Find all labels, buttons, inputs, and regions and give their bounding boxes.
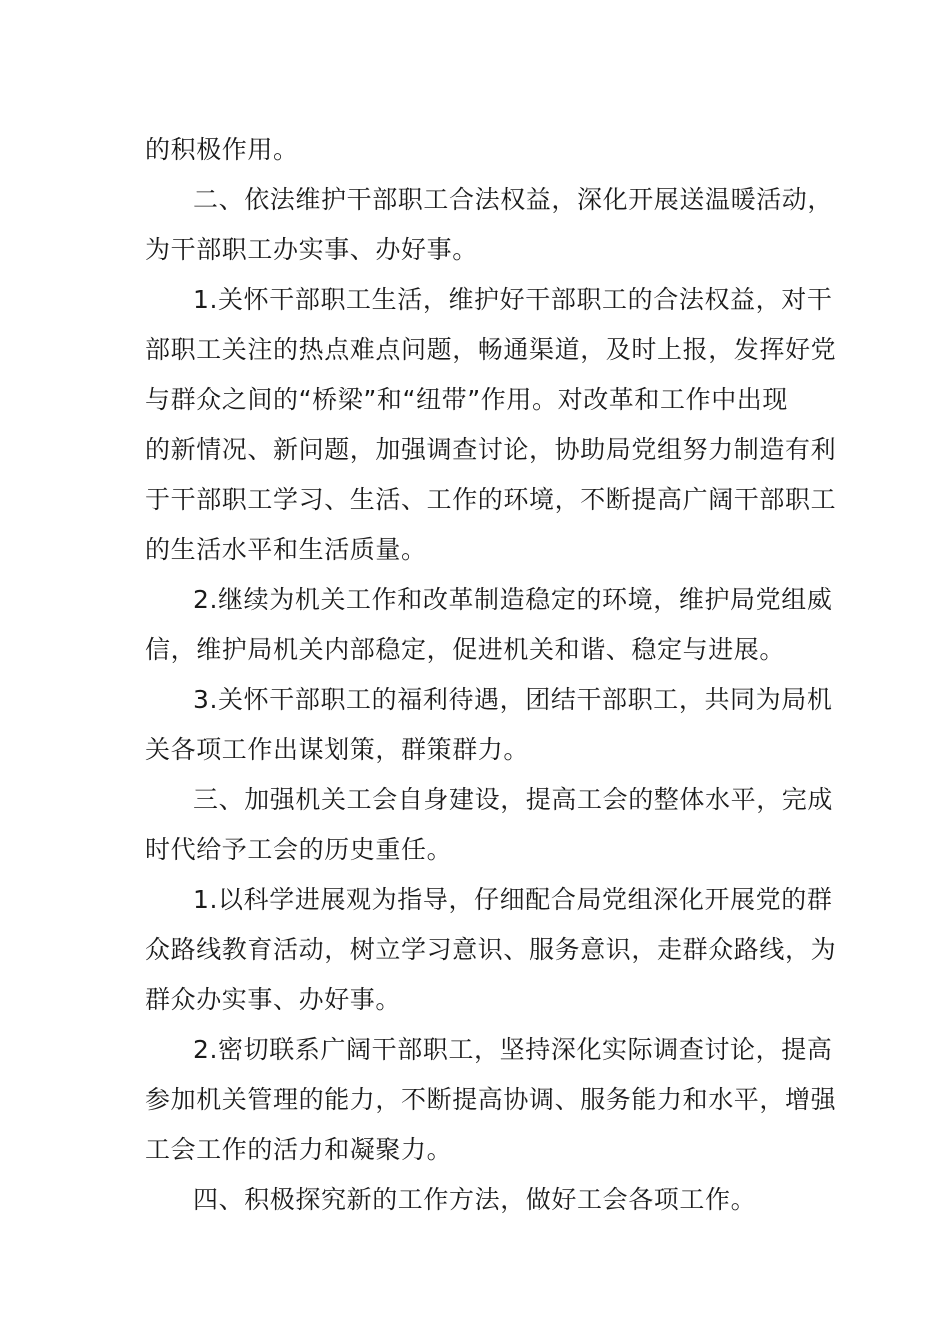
text-line: 众路线教育活动，树立学习意识、服务意识，走群众路线，为 — [145, 935, 837, 964]
text-line: 时代给予工会的历史重任。 — [145, 835, 453, 864]
text-line: 的新情况、新问题，加强调查讨论，协助局党组努力制造有利 — [145, 435, 837, 464]
text-line: 信，维护局机关内部稳定，促进机关和谐、稳定与进展。 — [145, 635, 786, 664]
section-heading: 二、依法维护干部职工合法权益，深化开展送温暖活动， — [193, 185, 834, 214]
text-line: 与群众之间的“桥梁”和“纽带”作用。对改革和工作中出现 — [145, 385, 789, 414]
text-line: 群众办实事、办好事。 — [145, 985, 402, 1014]
section-heading: 四、积极探究新的工作方法，做好工会各项工作。 — [193, 1185, 757, 1214]
list-item: 1.关怀干部职工生活，维护好干部职工的合法权益，对干 — [193, 285, 833, 314]
list-item: 3.关怀干部职工的福利待遇，团结干部职工，共同为局机 — [193, 685, 833, 714]
list-item: 1.以科学进展观为指导，仔细配合局党组深化开展党的群 — [193, 885, 833, 914]
text-line: 的生活水平和生活质量。 — [145, 535, 427, 564]
list-item: 2.继续为机关工作和改革制造稳定的环境，维护局党组威 — [193, 585, 833, 614]
text-line: 于干部职工学习、生活、工作的环境，不断提高广阔干部职工 — [145, 485, 837, 514]
text-line: 关各项工作出谋划策，群策群力。 — [145, 735, 530, 764]
text-line: 参加机关管理的能力，不断提高协调、服务能力和水平，增强 — [145, 1085, 837, 1114]
text-line: 部职工关注的热点难点问题，畅通渠道，及时上报，发挥好党 — [145, 335, 837, 364]
list-item: 2.密切联系广阔干部职工，坚持深化实际调查讨论，提高 — [193, 1035, 833, 1064]
text-line: 的积极作用。 — [145, 135, 299, 164]
text-line: 为干部职工办实事、办好事。 — [145, 235, 478, 264]
section-heading: 三、加强机关工会自身建设，提高工会的整体水平，完成 — [193, 785, 834, 814]
text-line: 工会工作的活力和凝聚力。 — [145, 1135, 453, 1164]
